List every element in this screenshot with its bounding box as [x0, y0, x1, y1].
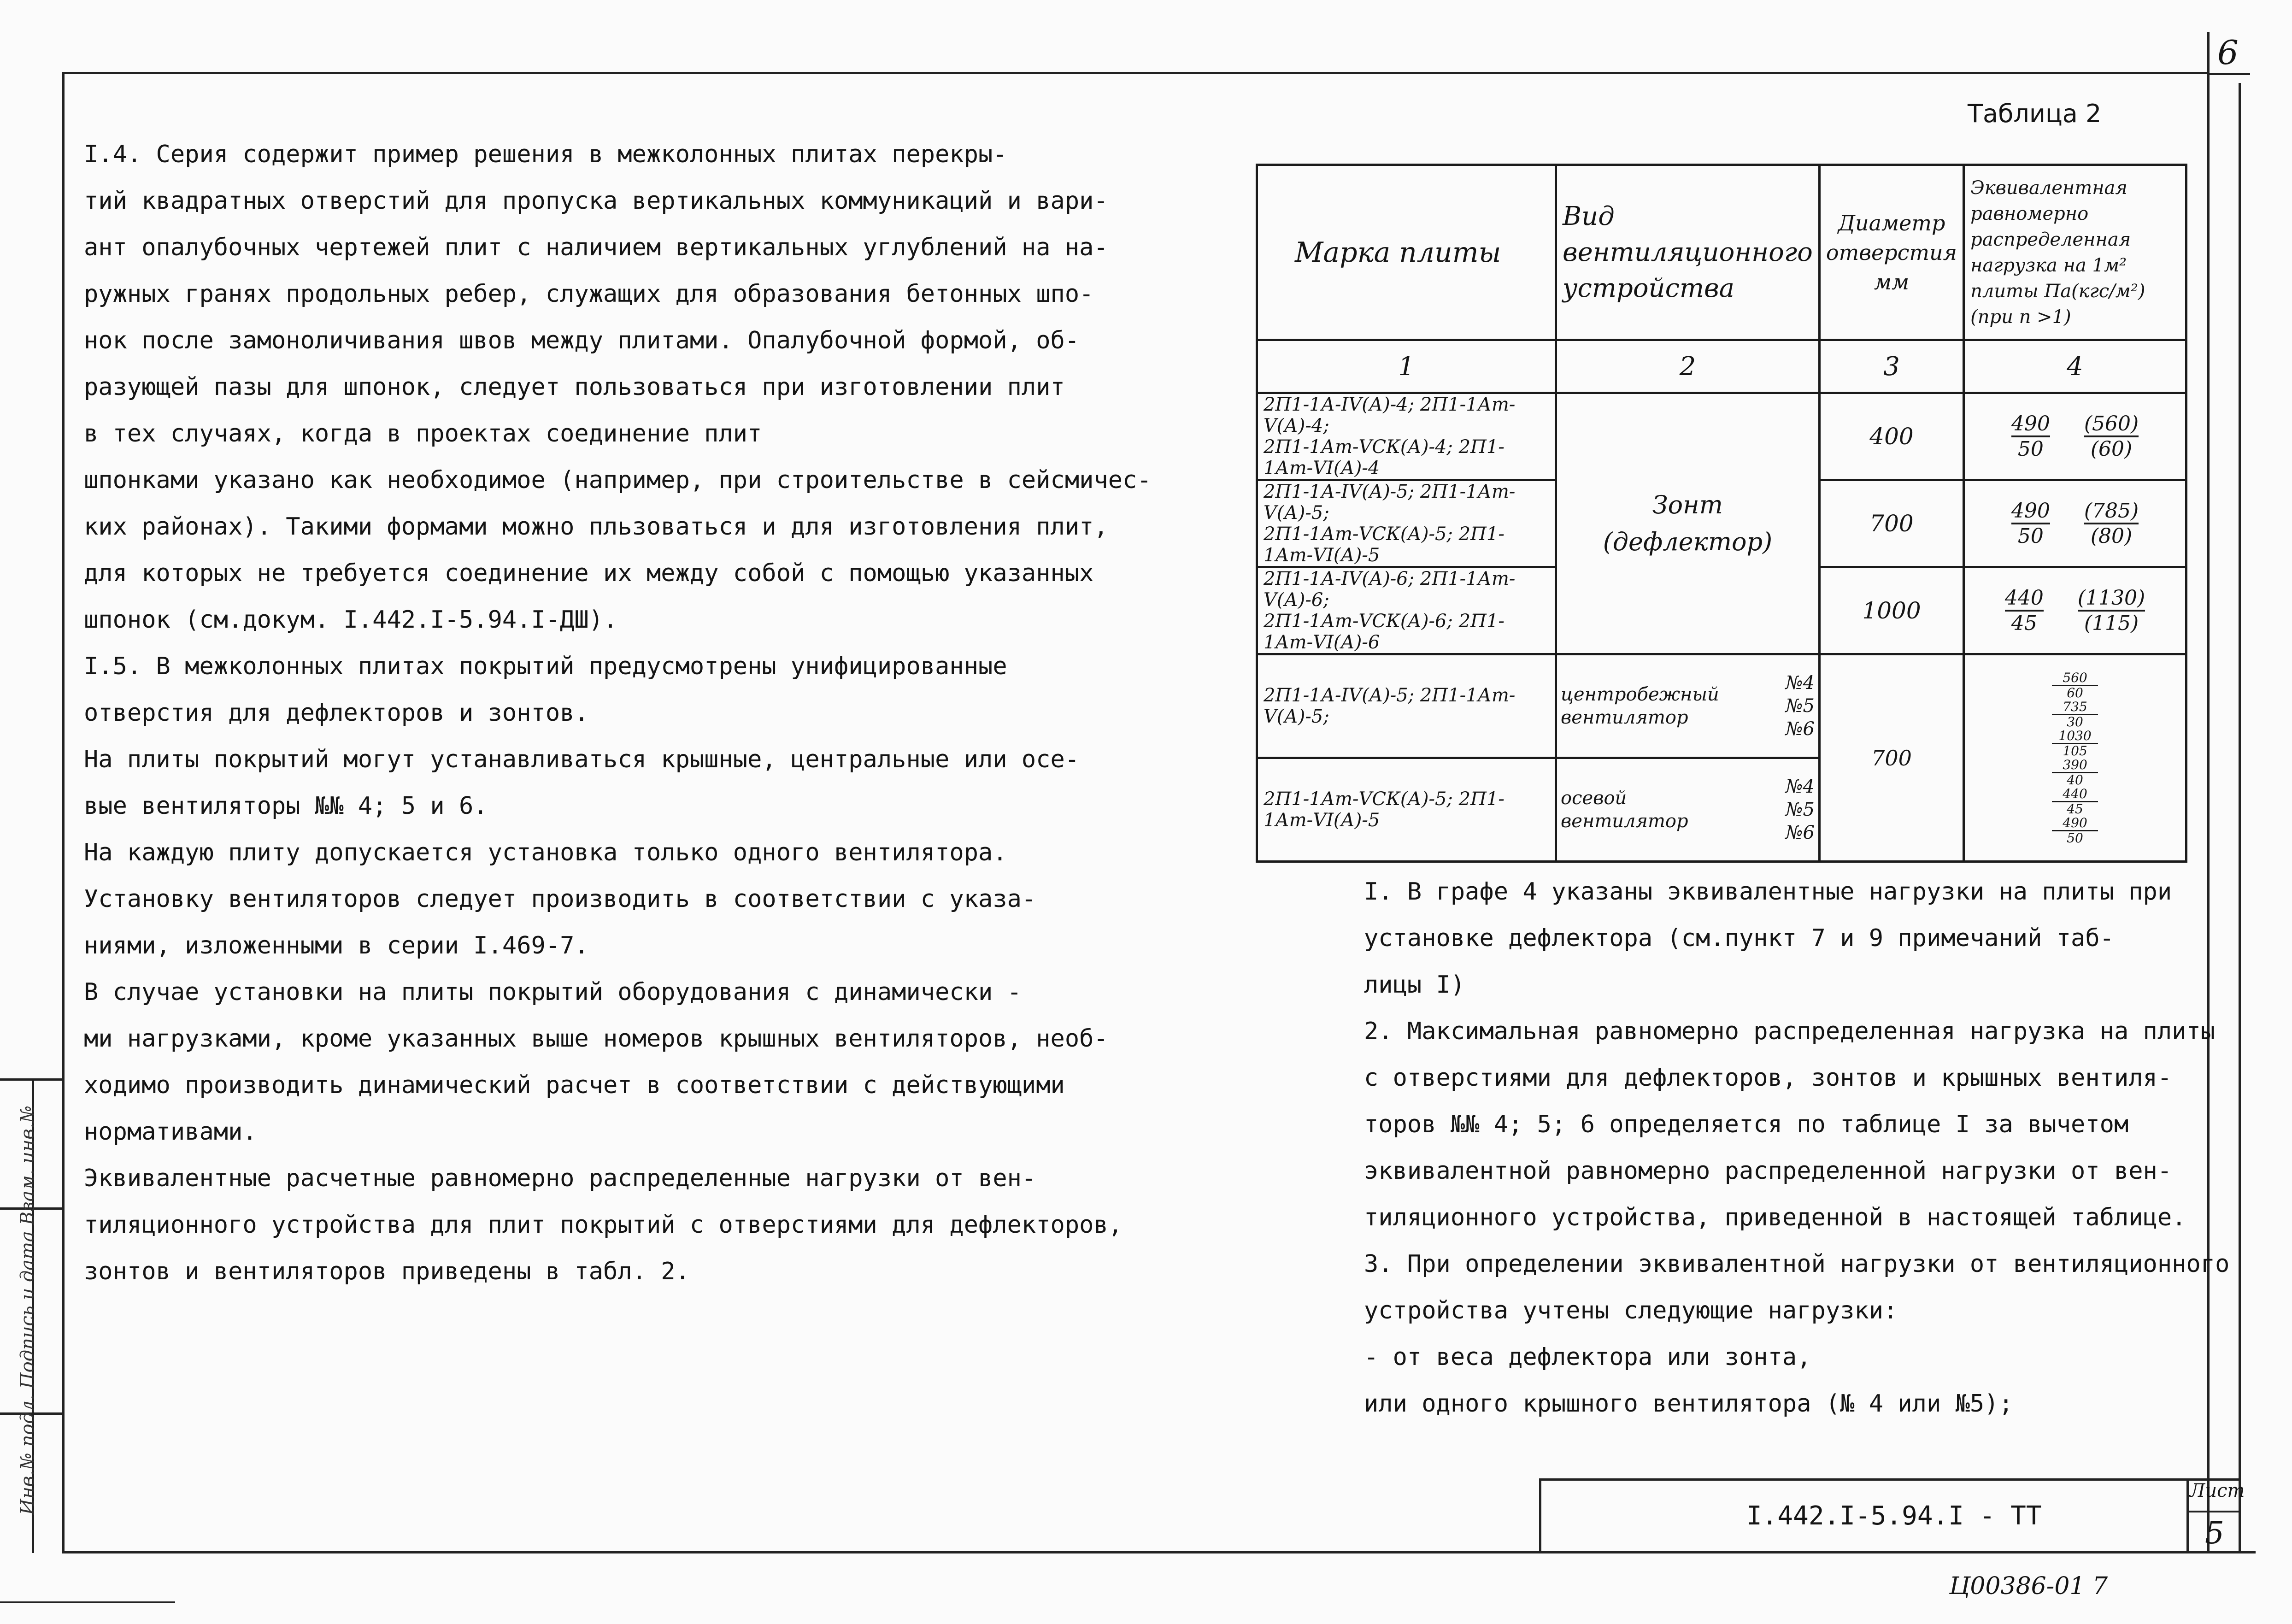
fan-load-value: 560 [2052, 671, 2098, 686]
body-text-line: нок после замоноличивания швов между плитами. Опалубочной формой, об- [84, 327, 1080, 354]
fan-load-value-kgf: 30 [2067, 714, 2083, 730]
plate-mark: 2П1-1А-IV(А)-6; 2П1-1Ат-V(А)-6; [1264, 568, 1516, 611]
load-value-n1-kgf: (80) [2090, 524, 2133, 548]
outer-right-line [2239, 83, 2241, 1553]
body-text-line: ходимо производить динамический расчет в соответствии с действующими [84, 1071, 1065, 1099]
body-text-line: отверстия для дефлекторов и зонтов. [84, 699, 589, 727]
table-row-centrifugal [1257, 654, 2186, 758]
fan-load-fraction [1965, 816, 2185, 845]
fan-load-fraction [1965, 758, 2185, 787]
load-value-kgf: 45 [2011, 612, 2037, 635]
body-text-line: вые вентиляторы №№ 4; 5 и 6. [84, 792, 488, 820]
body-text-line: шпонок (см.докум. I.442.I-5.94.I-ДШ). [84, 606, 618, 634]
fan-load-value-kgf: 45 [2067, 801, 2083, 817]
load-cell [1964, 393, 2186, 480]
body-text-line: нормативами. [84, 1118, 257, 1146]
load-value: 490 [2011, 412, 2050, 437]
plate-mark: 2П1-1Ат-VСК(А)-4; 2П1-1Ат-VI(А)-4 [1264, 436, 1504, 479]
fan-number: №4 [1785, 672, 1815, 694]
plate-mark: 2П1-1А-IV(А)-5; 2П1-1Ат-V(А)-5; [1264, 481, 1516, 524]
title-block-divider [2186, 1478, 2189, 1552]
note-line: лицы I) [1364, 971, 1465, 999]
body-text-line: Установку вентиляторов следует производить в соответствии с указа- [84, 885, 1036, 913]
side-stamp-text: Инв.№ подл. Подпись и дата Взам. инв.№ [17, 1105, 38, 1515]
fan-number: №4 [1785, 776, 1815, 797]
load-cell [1964, 567, 2186, 654]
body-text-line: На каждую плиту допускается установка только одного вентилятора. [84, 839, 1007, 866]
plate-marks-cell [1257, 393, 1556, 480]
note-line: или одного крышного вентилятора (№ 4 или №5); [1364, 1390, 2013, 1418]
body-text-line: На плиты покрытий могут устанавливаться крышные, центральные или осе- [84, 746, 1080, 773]
note-line: - от веса дефлектора или зонта, [1364, 1343, 1811, 1371]
note-line: с отверстиями для дефлекторов, зонтов и крышных вентиля- [1364, 1064, 2172, 1092]
col-number-2: 2 [1556, 340, 1820, 393]
load-value-n1: (785) [2084, 499, 2139, 524]
note-line: устройства учтены следующие нагрузки: [1364, 1297, 1898, 1324]
body-text-line: зонтов и вентиляторов приведены в табл. 2. [84, 1258, 690, 1285]
footer-code: Ц00386-01 7 [1949, 1572, 2108, 1600]
fan-number: №5 [1785, 695, 1815, 717]
diameter-cell: 400 [1819, 393, 1963, 480]
body-text-line: для которых не требуется соединение их между собой с помощью указанных [84, 559, 1094, 587]
centrifugal-fan-label: центробежный вентилятор [1561, 684, 1719, 728]
body-text-line: ких районах). Такими формами можно пльзоваться и для изготовления плит, [84, 513, 1108, 541]
note-line: установке дефлектора (см.пункт 7 и 9 примечаний таб- [1364, 924, 2114, 952]
frame-top-line [62, 72, 2207, 74]
load-value: 490 [2011, 499, 2050, 524]
fan-load-fraction [1965, 787, 2185, 816]
axial-fan-label: осевой вентилятор [1561, 788, 1688, 832]
plate-marks-cell: 2П1-1А-IV(А)-5; 2П1-1Ат-V(А)-5; [1257, 654, 1556, 758]
load-cell [1964, 480, 2186, 567]
note-line: тиляционного устройства, приведенной в настоящей таблице. [1364, 1204, 2186, 1231]
table-caption: Таблица 2 [1968, 99, 2102, 128]
fan-number: №6 [1785, 822, 1815, 843]
header-device-type: Вид вентиляционного устройства [1556, 165, 1820, 340]
load-value-kgf: 50 [2017, 437, 2044, 461]
body-text-line: В случае установки на плиты покрытий оборудования с динамически - [84, 978, 1022, 1006]
axial-fan-cell [1556, 758, 1820, 862]
body-text-line: в тех случаях, когда в проектах соединение плит [84, 420, 762, 447]
fan-number: №6 [1785, 718, 1815, 740]
fan-load-fraction [1965, 700, 2185, 729]
device-deflector-cell: Зонт (дефлектор) [1556, 393, 1820, 654]
centrifugal-fan-cell [1556, 654, 1820, 758]
sheet-number: 5 [2205, 1515, 2224, 1551]
sheet-label: Лист [2190, 1480, 2245, 1501]
fan-load-value-kgf: 50 [2067, 830, 2083, 846]
body-text-line: шпонками указано как необходимое (например, при строительстве в сейсмичес- [84, 466, 1152, 494]
body-text-line: Эквивалентные расчетные равномерно распределенные нагрузки от вен- [84, 1165, 1036, 1192]
frame-right-line [2207, 72, 2210, 1553]
fan-load-value-kgf: 40 [2067, 772, 2083, 788]
diameter-cell: 1000 [1819, 567, 1963, 654]
note-line: I. В графе 4 указаны эквивалентные нагрузки на плиты при [1364, 878, 2172, 906]
fan-load-fraction [1965, 729, 2185, 758]
table-2 [1256, 164, 2187, 863]
fan-load-value: 440 [2052, 787, 2098, 802]
body-text-line: I.5. В межколонных плитах покрытий предусмотрены унифицированные [84, 653, 1007, 680]
title-block-sheet-line [2186, 1511, 2239, 1512]
fan-load-fraction [1965, 671, 2185, 700]
fan-load-value: 390 [2052, 758, 2098, 773]
body-text-line: I.4. Серия содержит пример решения в межколонных плитах перекры- [84, 141, 1007, 168]
body-text-line: ант опалубочных чертежей плит с наличием вертикальных углублений на на- [84, 234, 1108, 261]
fan-loads-stack [1965, 671, 2185, 845]
header-plate-mark: Марка плиты [1257, 165, 1556, 340]
plate-mark: 2П1-1Ат-VСК(А)-6; 2П1-1Ат-VI(А)-6 [1264, 611, 1504, 653]
fan-load-value: 490 [2052, 816, 2098, 831]
load-value-kgf: 50 [2017, 524, 2044, 548]
fan-number: №5 [1785, 799, 1815, 820]
diameter-cell: 700 [1819, 654, 1963, 862]
document-code: I.442.I-5.94.I - ТТ [1746, 1501, 2042, 1531]
note-line: эквивалентной равномерно распределенной нагрузки от вен- [1364, 1157, 2172, 1185]
table-column-numbers [1257, 340, 2186, 393]
table-row [1257, 393, 2186, 480]
header-diameter: Диаметр отверстия мм [1819, 165, 1963, 340]
fan-load-value-kgf: 105 [2063, 743, 2087, 759]
fan-loads-cell [1964, 654, 2186, 862]
plate-marks-cell: 2П1-1Ат-VСК(А)-5; 2П1-1Ат-VI(А)-5 [1257, 758, 1556, 862]
plate-mark: 2П1-1А-IV(А)-4; 2П1-1Ат-V(А)-4; [1264, 394, 1516, 436]
plate-marks-cell [1257, 567, 1556, 654]
body-text-line: разующей пазы для шпонок, следует пользоваться при изготовлении плит [84, 373, 1065, 401]
body-text-line: ниями, изложенными в серии I.469-7. [84, 932, 589, 959]
fan-load-value-kgf: 60 [2067, 685, 2083, 700]
body-text-line: тий квадратных отверстий для пропуска вертикальных коммуникаций и вари- [84, 187, 1108, 215]
side-stamp [0, 1078, 65, 1553]
body-text-line: тиляционного устройства для плит покрытий с отверстиями для дефлекторов, [84, 1211, 1123, 1239]
footer-left-line [0, 1601, 175, 1603]
note-line: 2. Максимальная равномерно распределенная нагрузка на плиты [1364, 1018, 2216, 1045]
fan-load-value: 735 [2052, 700, 2098, 715]
plate-marks-cell [1257, 480, 1556, 567]
diameter-cell: 700 [1819, 480, 1963, 567]
load-value-n1-kgf: (115) [2084, 612, 2139, 635]
body-text-line: ружных гранях продольных ребер, служащих для образования бетонных шпо- [84, 280, 1094, 308]
col-number-3: 3 [1819, 340, 1963, 393]
table-header-row [1257, 165, 2186, 340]
load-value-n1-kgf: (60) [2090, 437, 2133, 461]
plate-mark: 2П1-1Ат-VСК(А)-5; 2П1-1Ат-VI(А)-5 [1264, 524, 1504, 566]
body-text-line: ми нагрузками, кроме указанных выше номеров крышных вентиляторов, необ- [84, 1025, 1108, 1053]
load-value: 440 [2005, 586, 2044, 612]
load-value-n1: (1130) [2078, 586, 2145, 612]
fan-load-value: 1030 [2052, 729, 2098, 744]
note-line: 3. При определении эквивалентной нагрузки от вентиляционного [1364, 1250, 2230, 1278]
col-number-1: 1 [1257, 340, 1556, 393]
col-number-4: 4 [1964, 340, 2186, 393]
load-value-n1: (560) [2084, 412, 2139, 437]
corner-sheet-number: 6 [2217, 33, 2239, 72]
note-line: торов №№ 4; 5; 6 определяется по таблице I за вычетом [1364, 1111, 2129, 1138]
header-equivalent-load: Эквивалентная равномерно распределенная нагрузка на 1м² плиты Па(кгс/м²) (при n >1) [1964, 165, 2186, 340]
